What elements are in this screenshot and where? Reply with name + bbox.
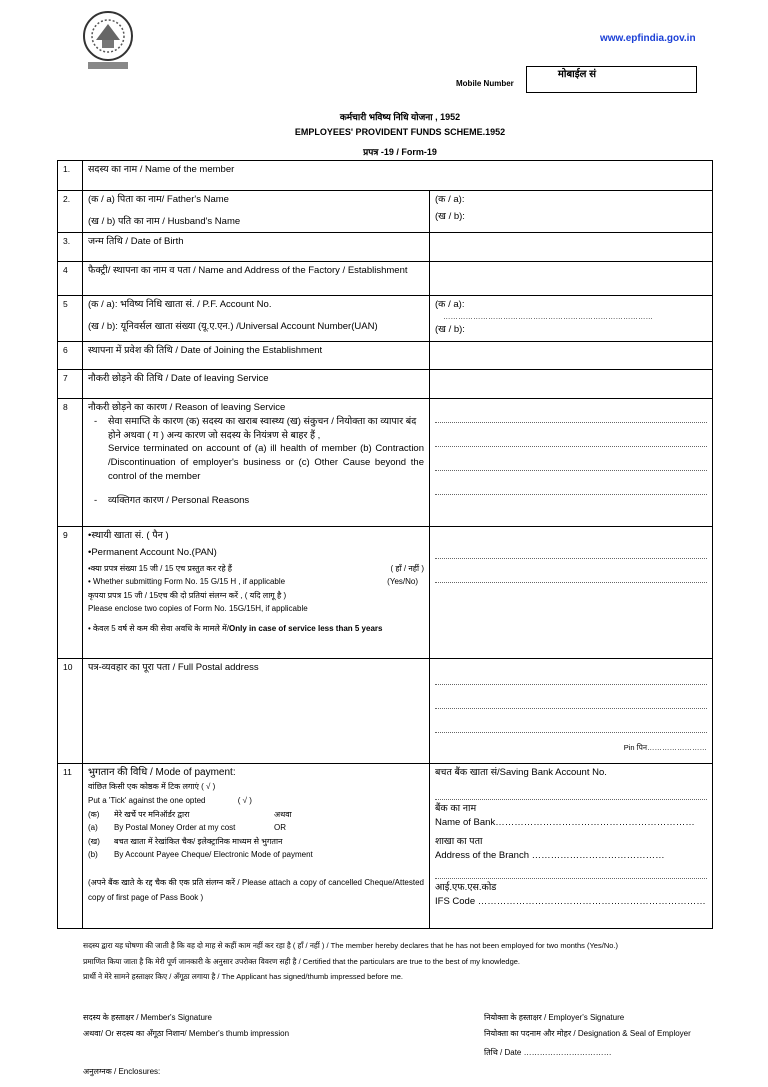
tick-instruction-en: Put a 'Tick' against the one opted	[88, 796, 206, 806]
epfo-logo-icon	[82, 10, 134, 72]
declaration-signed-before: प्रार्थी ने मेरे सामने हस्ताक्षर किए / अँगूठा लगाया है / The Applicant has signed/thumb impressed before me.	[83, 972, 403, 981]
row-payment-mode: 11 भुगतान की विधि / Mode of payment: वांछित किसी एक कोष्ठक में टिक लगाएं ( √ ) Put a 'Tick' against the one opted ( √ ) (क) मेरे खर्चे पर मनिऑर्डर द्वारा अथवा (a) By Postal Money Order at my cost OR (ख) बचत खाता में रेखांकित चैक/ इलेक्ट्रानिक माध्यम से भुगतान (b) By Account Payee Cheque/ Electronic Mode of payment (अपने बैंक खाते के रद्द चैक की एक प्रति संलग्न करें / Please attach a copy of cancelled Cheque/Attested copy of first page of Pass Book ) बचत बैंक खाता सं/Saving Bank Account No. बैंक का नाम Name of Bank……………………………………………………… शाखा का पता Address of the Branch …………………………………… आई.एफ.एस.कोड IFS Code ………………………………………………………………	[58, 764, 713, 929]
pf-account-dots: …………………………………………………………………………	[443, 311, 653, 321]
website-url[interactable]: www.epfindia.gov.in	[600, 33, 696, 44]
bank-name-field[interactable]: Name of Bank………………………………………………………	[435, 816, 695, 828]
member-name-label[interactable]: सदस्य का नाम / Name of the member	[83, 161, 713, 191]
branch-label-hi: शाखा का पता	[435, 836, 483, 848]
form-number: प्रपत्र -19 / Form-19	[363, 147, 437, 157]
reason-line-2[interactable]	[435, 433, 707, 447]
pan-label-hi: •स्थायी खाता सं. ( पैन )	[88, 530, 169, 541]
uan-label: (ख / b): यूनिवर्सल खाता संख्या (यू.ए.एन.) /Universal Account Number(UAN)	[88, 320, 378, 332]
row-pan: 9 •स्थायी खाता सं. ( पैन ) •Permanent Account No.(PAN) •क्या प्रपत्र संख्या 15 जी / 15 एच प्रस्तुत कर रहे हैं ( हाँ / नहीं ) • Whether submitting Form No. 15 G/15 H , if applicable (Yes/No) कृपया प्रपत्र 15 जी / 15एच की दो प्रतियां संलग्न करें , ( यदि लागू है ) Please enclose two copies of Form No. 15G/15H, if applicable • केवल 5 वर्ष से कम की सेवा अवधि के मामले में/Only in case of service less than 5 years	[58, 527, 713, 659]
date-leaving-label: नौकरी छोड़ने की तिथि / Date of leaving Service	[83, 370, 430, 399]
reason-line-1[interactable]	[435, 409, 707, 423]
tick-instruction-hi: वांछित किसी एक कोष्ठक में टिक लगाएं ( √ )	[88, 781, 216, 791]
service-note: • केवल 5 वर्ष से कम की सेवा अवधि के मामले में/Only in case of service less than 5 years	[88, 623, 383, 633]
branch-field[interactable]: Address of the Branch ……………………………………	[435, 850, 665, 862]
mobile-label-hi: मोबाईल सं	[557, 69, 596, 80]
mobile-number-field[interactable]	[526, 66, 697, 93]
declaration-not-employed: सदस्य द्वारा यह घोषणा की जाती है कि वह दो माह से कहीं काम नहीं कर रहा है ( हाँ / नहीं ) / The member hereby declares that he has not been employed for two months (Yes/No.)	[83, 941, 618, 950]
reason-line-3[interactable]	[435, 457, 707, 471]
scheme-title-hi: कर्मचारी भविष्य निधि योजना , 1952	[339, 112, 461, 122]
pf-account-field[interactable]: (क / a):	[435, 299, 465, 310]
sb-account-label: बचत बैंक खाता सं/Saving Bank Account No.	[435, 767, 607, 778]
row-leaving-reason: 8 नौकरी छोड़ने का कारण / Reason of leaving Service - सेवा समाप्ति के कारण (क) सदस्य का खराब स्वास्थ्य (ख) संकुचन / नियोक्ता का व्यापार बंद होने अथवा ( ग ) अन्य कारण जो सदस्य के नियंत्रण से बाहर हैं , Service terminated on account of (a) ill health of member (b) Contraction /Discontinuation of employer's business or (c) Other Cause beyond the control of the member - व्यक्तिगत कारण / Personal Reasons	[58, 399, 713, 527]
pan-label-en: •Permanent Account No.(PAN)	[88, 546, 217, 558]
dob-field[interactable]	[430, 233, 713, 262]
form15g-question-en: • Whether submitting Form No. 15 G/15 H , if applicable	[88, 577, 286, 587]
row-postal-address: 10 पत्र-व्यवहार का पूरा पता / Full Postal address Pin पिन……………………	[58, 659, 713, 764]
form-table	[57, 160, 713, 929]
address-line-1[interactable]	[435, 671, 707, 685]
date-leaving-field[interactable]	[430, 370, 713, 399]
sb-account-field[interactable]	[435, 786, 707, 800]
ifsc-field[interactable]: IFS Code ………………………………………………………………	[435, 895, 706, 907]
establishment-label: फैक्ट्री/ स्थापना का नाम व पता / Name and Address of the Factory / Establishment	[83, 262, 430, 296]
employer-signature[interactable]: नियोक्ता के हस्ताक्षर / Employer's Signature	[484, 1013, 625, 1022]
mobile-label-en: Mobile Number	[456, 79, 514, 88]
enclosures-label: अनुलग्नक / Enclosures:	[83, 1067, 161, 1076]
reason-service-terminated-hi: सेवा समाप्ति के कारण (क) सदस्य का खराब स्वास्थ्य (ख) संकुचन / नियोक्ता का व्यापार बंद होने अथवा ( ग ) अन्य कारण जो सदस्य के नियंत्रण से बाहर हैं ,	[108, 415, 417, 441]
money-order-en[interactable]: By Postal Money Order at my cost	[114, 823, 236, 833]
address-line-2[interactable]	[435, 695, 707, 709]
money-order-hi[interactable]: मेरे खर्चे पर मनिऑर्डर द्वारा	[114, 809, 190, 819]
cheque-electronic-hi[interactable]: बचत खाता में रेखांकित चैक/ इलेक्ट्रानिक माध्यम से भुगतान	[114, 836, 283, 846]
cheque-electronic-en[interactable]: By Account Payee Cheque/ Electronic Mode of payment	[114, 850, 313, 860]
reason-personal: व्यक्तिगत कारण / Personal Reasons	[108, 494, 250, 506]
reason-line-4[interactable]	[435, 481, 707, 495]
date-joining-field[interactable]	[430, 342, 713, 370]
dob-label: जन्म तिथि / Date of Birth	[83, 233, 430, 262]
form15g-field[interactable]	[435, 569, 707, 583]
husband-name-field[interactable]: (ख / b):	[435, 210, 465, 222]
form15g-yesno-hi[interactable]: ( हाँ / नहीं )	[390, 563, 424, 573]
member-thumb-impression[interactable]: अथवा/ Or सदस्य का अँगूठा निशान/ Member's thumb impression	[83, 1029, 290, 1038]
enclose-note-hi: कृपया प्रपत्र 15 जी / 15एच की दो प्रतियां संलग्न करें , ( यदि लागू है )	[88, 590, 287, 600]
form15g-question-hi: •क्या प्रपत्र संख्या 15 जी / 15 एच प्रस्तुत कर रहे हैं	[88, 563, 233, 573]
branch-line-2[interactable]	[435, 865, 707, 879]
date-field[interactable]: तिथि / Date ……………………………	[484, 1048, 612, 1057]
leaving-reason-label: नौकरी छोड़ने का कारण / Reason of leaving Service	[88, 402, 286, 413]
reason-service-terminated-en: Service terminated on account of (a) ill health of member (b) Contraction /Discontinuation of employer's business or (c) Other Cause beyond the control of the member	[108, 443, 424, 482]
declaration-certified: प्रमाणित किया जाता है कि मेरी पूर्ण जानकारी के अनुसार उपरोक्त विवरण सही है / Certified that the particulars are true to the best of my knowledge.	[83, 957, 520, 966]
pan-field[interactable]	[435, 545, 707, 559]
payment-mode-label: भुगतान की विधि / Mode of payment:	[88, 767, 236, 778]
row-date-leaving: 7 नौकरी छोड़ने की तिथि / Date of leaving Service	[58, 370, 713, 399]
postal-address-label: पत्र-व्यवहार का पूरा पता / Full Postal address	[83, 659, 430, 764]
attach-cheque-note: (अपने बैंक खाते के रद्द चैक की एक प्रति संलग्न करें / Please attach a copy of cancelled Cheque/Attested copy of first page of Pass Book )	[88, 878, 424, 903]
enclose-note-en: Please enclose two copies of Form No. 15G/15H, if applicable	[88, 604, 308, 614]
tick-box[interactable]: ( √ )	[237, 796, 252, 806]
scheme-title-en: EMPLOYEES' PROVIDENT FUNDS SCHEME.1952	[294, 127, 506, 137]
date-joining-label: स्थापना में प्रवेश की तिथि / Date of Joining the Establishment	[83, 342, 430, 370]
pin-field[interactable]: Pin पिन……………………	[623, 743, 707, 752]
father-name-label: (क / a) पिता का नाम/ Father's Name	[88, 194, 229, 205]
member-signature[interactable]: सदस्य के हस्ताक्षर / Member's Signature	[83, 1013, 213, 1022]
row-member-name: 1. सदस्य का नाम / Name of the member	[58, 161, 713, 191]
row-date-joining: 6 स्थापना में प्रवेश की तिथि / Date of Joining the Establishment	[58, 342, 713, 370]
bank-name-hi: बैंक का नाम	[435, 802, 477, 814]
father-name-field[interactable]: (क / a):	[435, 194, 465, 205]
row-establishment: 4 फैक्ट्री/ स्थापना का नाम व पता / Name and Address of the Factory / Establishment	[58, 262, 713, 296]
form15g-yesno-en[interactable]: (Yes/No)	[387, 577, 418, 587]
employer-seal[interactable]: नियोक्ता का पदनाम और मोहर / Designation & Seal of Employer	[484, 1029, 691, 1038]
uan-field[interactable]: (ख / b):	[435, 323, 465, 335]
husband-name-label: (ख / b) पति का नाम / Husband's Name	[88, 215, 241, 227]
ifsc-label-hi: आई.एफ.एस.कोड	[435, 881, 497, 893]
address-line-3[interactable]	[435, 719, 707, 733]
row-dob: 3. जन्म तिथि / Date of Birth	[58, 233, 713, 262]
row-pf-account: 5 (क / a): भविष्य निधि खाता सं. / P.F. Account No. (ख / b): यूनिवर्सल खाता संख्या (यू.ए.एन.) /Universal Account Number(UAN) (क / a): ………………………………………………………………………… (ख / b):	[58, 296, 713, 342]
pf-account-label: (क / a): भविष्य निधि खाता सं. / P.F. Account No.	[88, 299, 272, 310]
establishment-field[interactable]	[430, 262, 713, 296]
row-father-name: 2. (क / a) पिता का नाम/ Father's Name (ख / b) पति का नाम / Husband's Name (क / a): (ख / b):	[58, 191, 713, 233]
